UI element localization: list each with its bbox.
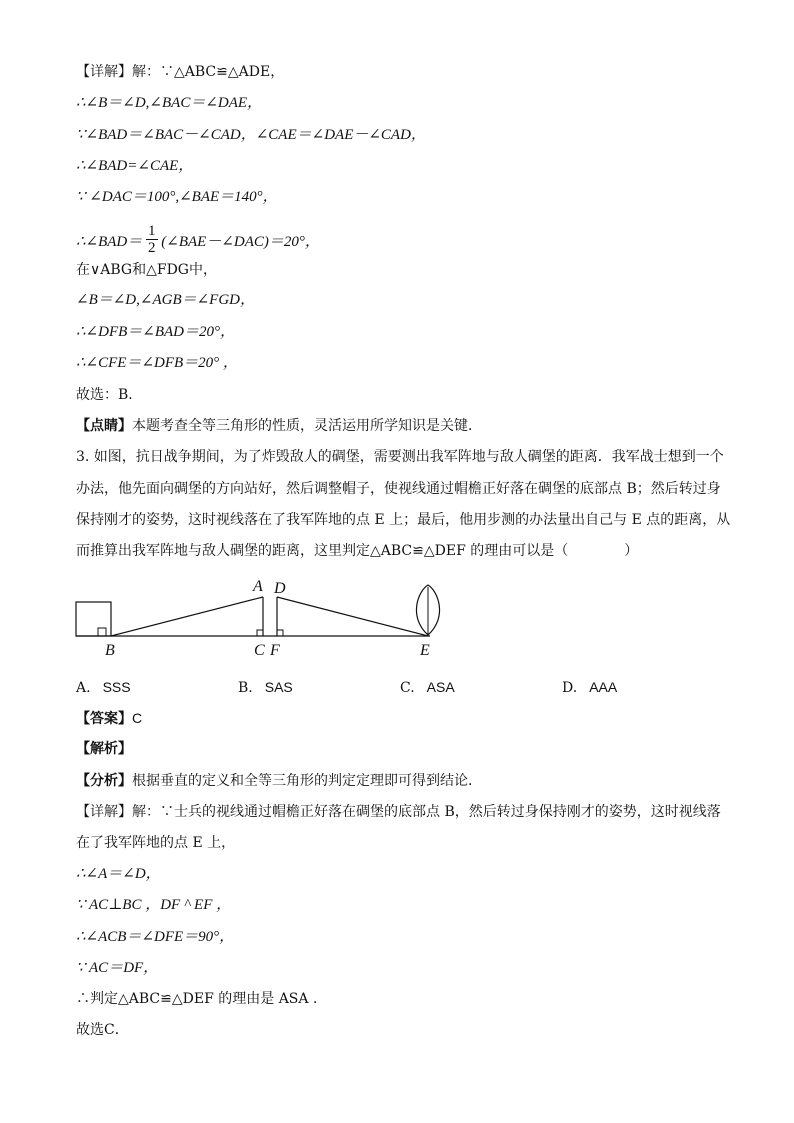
right-angle-mark-b bbox=[98, 628, 106, 636]
sight-line-de bbox=[277, 597, 428, 636]
formula-prefix: ∴∠BAD＝ bbox=[76, 233, 143, 250]
question3-line2: 办法，他先面向碉堡的方向站好，然后调整帽子，使视线通过帽檐正好落在碉堡的底部点 B；然后转过身 bbox=[76, 481, 721, 497]
fraction-denominator: 2 bbox=[148, 240, 156, 256]
detail1-line9: ∴∠DFB＝∠BAD＝20°， bbox=[76, 324, 235, 340]
question3-line3: 保持刚才的姿势，这时视线落在了我军阵地的点 E 上；最后，他用步测的办法量出自己与 E 点的距离，从 bbox=[76, 512, 731, 528]
answer-tag: 【答案】 bbox=[76, 711, 132, 727]
comment1-text: 本题考查全等三角形的性质，灵活运用所学知识是关键． bbox=[132, 418, 482, 434]
detail1-line5: ∵ ∠DAC＝100°,∠BAE＝140°， bbox=[76, 189, 278, 205]
detail2-line8: 故选C． bbox=[76, 1022, 129, 1038]
option-b[interactable] bbox=[238, 677, 293, 698]
formula-suffix: (∠BAE－∠DAC)＝20°， bbox=[161, 233, 320, 250]
label-c: C bbox=[254, 642, 265, 659]
analysis-subtag: 【分析】 bbox=[76, 773, 132, 789]
label-b: B bbox=[105, 642, 115, 659]
label-a: A bbox=[253, 578, 263, 595]
comment1-tag: 【点睛】 bbox=[76, 418, 132, 434]
detail2-line2: 在了我军阵地的点 E 上， bbox=[76, 835, 236, 851]
right-angle-mark-c bbox=[257, 630, 263, 636]
analysis-tag: 【解析】 bbox=[76, 741, 132, 757]
detail1-line1: 【详解】解：∵△ABC≌△ADE， bbox=[76, 64, 285, 80]
detail2-line5: ∴∠ACB＝∠DFE＝90°， bbox=[76, 929, 235, 945]
comment1 bbox=[76, 416, 482, 436]
detail1-line7: 在∨ABG和△FDG中， bbox=[76, 262, 217, 278]
answer bbox=[76, 708, 142, 729]
label-e: E bbox=[420, 642, 430, 659]
option-b-letter: B. bbox=[238, 680, 253, 696]
detail1-line8: ∠B＝∠D,∠AGB＝∠FGD， bbox=[76, 292, 256, 308]
analysis bbox=[76, 771, 482, 791]
detail2-line1: 【详解】解：∵士兵的视线通过帽檐正好落在碉堡的底部点 B，然后转过身保持刚才的姿势，这时视线落 bbox=[76, 804, 721, 820]
detail2-line3: ∴∠A＝∠D， bbox=[76, 866, 161, 882]
sight-line-ab bbox=[111, 597, 263, 636]
detail1-line10: ∴∠CFE＝∠DFB＝20° ， bbox=[76, 355, 238, 371]
detail1-line11: 故选：B． bbox=[76, 387, 143, 403]
option-c-letter: C. bbox=[400, 680, 415, 696]
detail2-line4: ∵ AC⊥BC ，DF ^ EF ， bbox=[76, 897, 232, 913]
question3-figure bbox=[70, 573, 460, 663]
detail1-line6 bbox=[76, 223, 320, 259]
fraction bbox=[146, 223, 158, 256]
detail2-line6: ∵ AC＝DF， bbox=[76, 960, 159, 976]
detail1-line4: ∴∠BAD=∠CAE， bbox=[76, 158, 194, 174]
question3-line1: 3. 如图，抗日战争期间，为了炸毁敌人的碉堡，需要测出我军阵地与敌人碉堡的距离．我军战士想到一个 bbox=[76, 449, 724, 465]
detail2-line7: ∴判定△ABC≌△DEF 的理由是 ASA ． bbox=[76, 991, 327, 1007]
label-f: F bbox=[270, 642, 280, 659]
detail1-line3: ∵∠BAD＝∠BAC－∠CAD，∠CAE＝∠DAE－∠CAD， bbox=[76, 127, 426, 143]
option-d-letter: D. bbox=[562, 680, 578, 696]
label-d: D bbox=[274, 580, 286, 597]
option-a[interactable] bbox=[76, 677, 131, 698]
option-c[interactable] bbox=[400, 677, 455, 698]
detail1-line2: ∴∠B＝∠D,∠BAC＝∠DAE， bbox=[76, 95, 263, 111]
question3-line4: 而推算出我军阵地与敌人碉堡的距离，这里判定△ABC≌△DEF 的理由可以是（ ） bbox=[76, 543, 639, 559]
option-d[interactable] bbox=[562, 677, 617, 698]
analysis-text: 根据垂直的定义和全等三角形的判定定理即可得到结论． bbox=[132, 773, 482, 789]
option-a-letter: A. bbox=[76, 680, 91, 696]
answer-value: C bbox=[132, 710, 143, 726]
option-d-value: AAA bbox=[589, 679, 618, 695]
option-a-value: SSS bbox=[102, 679, 131, 695]
option-c-value: ASA bbox=[426, 679, 455, 695]
right-angle-mark-f bbox=[277, 630, 283, 636]
option-b-value: SAS bbox=[264, 679, 293, 695]
fraction-numerator: 1 bbox=[148, 223, 156, 239]
